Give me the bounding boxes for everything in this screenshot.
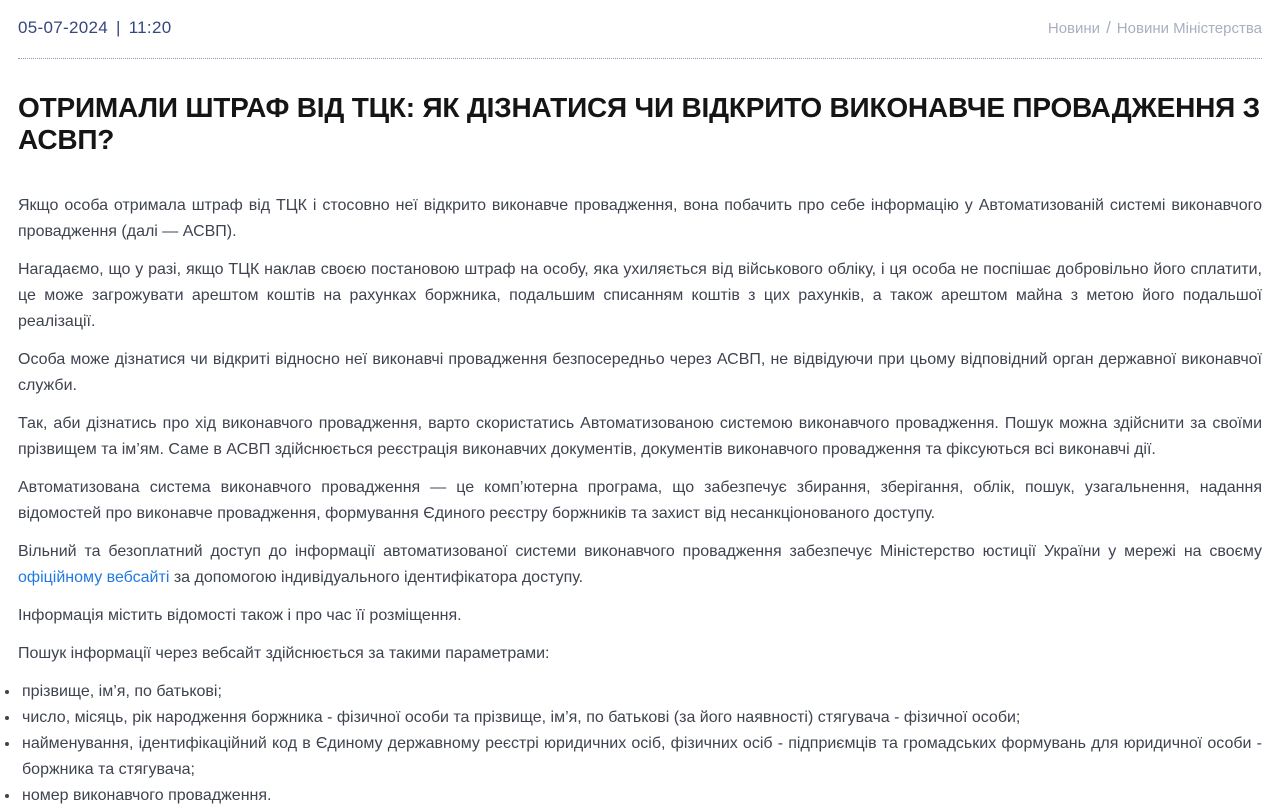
paragraph-asvp-definition: Автоматизована система виконавчого провадження — це комп’ютерна програма, що забезпечує збирання, зберігання, облік, пошук, узагальнення, надання відомостей про виконавче провадження, формування Єдиного реєстру боржників та захист від несанкціонованого доступу.: [18, 479, 1262, 522]
article-body: [18, 193, 1262, 809]
publish-date: 05-07-2024: [18, 18, 108, 37]
datetime-divider: |: [115, 18, 121, 37]
official-website-link[interactable]: офіційному вебсайті: [18, 569, 170, 586]
article-title: ОТРИМАЛИ ШТРАФ ВІД ТЦК: ЯК ДІЗНАТИСЯ ЧИ ВІДКРИТО ВИКОНАВЧЕ ПРОВАДЖЕННЯ З АСВП?: [18, 92, 1260, 155]
article-meta-header: [18, 0, 1262, 58]
list-item-birthdate: • число, місяць, рік народження боржника - фізичної особи та прізвище, ім’я, по батькові (за його наявності) стягувача - фізичної особи;: [20, 705, 1262, 731]
breadcrumb-link-news[interactable]: Новини: [1047, 20, 1101, 37]
link-paragraph-before: Вільний та безоплатний доступ до інформації автоматизованої системи виконавчого провадження забезпечує Міністерство юстиції України у мережі на своєму: [18, 543, 1262, 560]
link-paragraph-after: за допомогою індивідуального ідентифікатора доступу.: [169, 569, 584, 586]
list-item-legal-entity: • найменування, ідентифікаційний код в Єдиному державному реєстрі юридичних осіб, фізичних осіб - підприємців та громадських формувань для юридичної особи - боржника та стягувача;: [20, 731, 1262, 783]
publish-datetime: [18, 18, 171, 38]
search-params-list: [2, 679, 1262, 809]
header-separator: [18, 58, 1262, 59]
list-item-name: • прізвище, ім’я, по батькові;: [20, 679, 1262, 705]
paragraph-check-asvp: Особа може дізнатися чи відкриті відносно неї виконавчі провадження безпосередньо через АСВП, не відвідуючи при цьому відповідний орган державної виконавчої служби.: [18, 351, 1262, 394]
paragraph-how-to-search: Так, аби дізнатись про хід виконавчого провадження, варто скористатись Автоматизованою системою виконавчого провадження. Пошук можна здійснити за своїми прізвищем та ім’ям. Саме в АСВП здійснюється реєстрація виконавчих документів, документів виконавчого провадження та фіксуються всі виконавчі дії.: [18, 415, 1262, 458]
paragraph-free-access: [18, 539, 1262, 591]
paragraph-reminder: Нагадаємо, що у разі, якщо ТЦК наклав своєю постановою штраф на особу, яка ухиляється від військового обліку, і ця особа не поспішає добровільно його сплатити, це може загрожувати арештом коштів на рахунках боржника, подальшим списанням коштів з цих рахунків, а також арештом майна з метою його подальшої реалізації.: [18, 261, 1262, 330]
paragraph-intro: Якщо особа отримала штраф від ТЦК і стосовно неї відкрито виконавче провадження, вона побачить про себе інформацію у Автоматизованій системі виконавчого провадження (далі — АСВП).: [18, 197, 1262, 240]
breadcrumb-divider: /: [1106, 18, 1111, 37]
breadcrumb: [1048, 18, 1262, 38]
paragraph-timestamp-note: Інформація містить відомості також і про час її розміщення.: [18, 607, 462, 624]
publish-time: 11:20: [128, 18, 172, 37]
list-item-proceeding-number: • номер виконавчого провадження.: [20, 783, 1262, 809]
breadcrumb-link-ministry-news[interactable]: Новини Міністерства: [1116, 20, 1262, 37]
paragraph-search-params-intro: Пошук інформації через вебсайт здійснюється за такими параметрами:: [18, 645, 550, 662]
